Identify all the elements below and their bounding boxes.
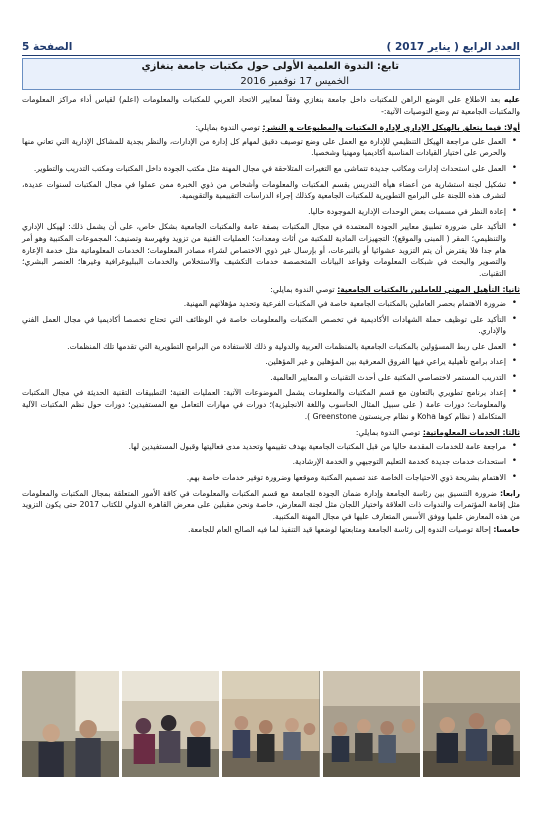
section3-sub: توصي الندوة بمايلي: <box>355 428 421 438</box>
section1-list <box>22 136 520 280</box>
article-title: تابع: الندوة العلمية الأولى حول مكتبات جامعة بنغازي <box>141 61 399 72</box>
article-date: الخميس 17 نوفمبر 2016 <box>240 76 349 87</box>
event-photo <box>323 671 420 777</box>
list-item: • التأكيد على توظيف حملة الشهادات الأكاديمية في تخصص المكتبات والمعلومات خاصة في الوظائف التي تحتاج تخصصا أكاديميا في مجال العمل الفني والإداري. <box>22 314 506 337</box>
intro-lead: عليه <box>504 95 520 104</box>
intro-paragraph <box>22 94 520 117</box>
list-item: • العمل على ربط المسؤولين بالمكتبات الجامعية بالمنظمات العربية والدولية و ذلك للاستفادة من البرامج التطويرية التي تقدمها تلك المنظمات. <box>22 341 506 353</box>
section4-paragraph <box>22 488 520 523</box>
list-item: • إعادة النظر في مسميات بعض الوحدات الإدارية الموجودة حاليا. <box>22 206 506 218</box>
photo-illustration <box>22 671 119 777</box>
list-item: • العمل على مراجعة الهيكل التنظيمي للإدارة مع العمل على وضع توصيف دقيق لمهام كل إدارة من الإدارات، والنظر بجدية للمشاكل الإدارية التي تعاني منها والحرص على اختيار القيادات المناسبة أكاديميا ومهنيا وشخصيا. <box>22 136 506 159</box>
section3-list <box>22 441 520 484</box>
photo-illustration <box>323 671 420 777</box>
event-photo <box>22 671 119 777</box>
section1-sub: توصي الندوة بمايلي: <box>195 123 260 133</box>
section5-paragraph <box>22 524 520 536</box>
section5-lead: خامسا: <box>493 525 520 535</box>
section2-title: ثانيا: التأهيل المهني للعاملين بالمكتبات الجامعية: <box>337 285 520 295</box>
event-photo <box>122 671 219 777</box>
photo-illustration <box>423 671 520 777</box>
list-item: • تشكيل لجنة استشارية من أعضاء هيأة التدريس بقسم المكتبات والمعلومات وأشخاص من ذوي الخبرة ممن عملوا في مجال المكتبات لسنوات عديدة، لتشرف هذه اللجنة على البرامج التطويرية للمكتبات الجامعية وكذلك إجراء الدراسات التقييمية والتقويمية. <box>22 179 506 202</box>
list-item: • استحداث خدمات جديدة كخدمة التعليم التوجيهي و الخدمة الإرشادية. <box>22 456 506 468</box>
event-photo <box>222 671 319 777</box>
intro-text: بعد الاطلاع على الوضع الراهن للمكتبات داخل جامعة بنغازي وفقاً لمعايير الاتحاد العربي للمكتبات والمعلومات (اعلم) لقياس أداء مراكز المعلومات والمكتبات الجامعية تم وضع التوصيات الآتية:- <box>22 95 520 116</box>
photo-illustration <box>122 671 219 777</box>
list-item: • إعداد برامج تأهيلية يراعي فيها الفروق المعرفية بين المؤهلين و غير المؤهلين. <box>22 356 506 368</box>
section2-sub: توصي الندوة بمايلي: <box>270 285 335 295</box>
list-item: • الاهتمام بشريحة ذوي الاحتياجات الخاصة عند تصميم المكتبة وموقعها وضرورة توفير خدمات خاصة بهم. <box>22 472 506 484</box>
section3-title: ثالثا: الخدمات المعلوماتية: <box>422 428 520 438</box>
section4-lead: رابعا: <box>499 488 520 498</box>
section1-heading <box>22 122 520 134</box>
event-photo <box>423 671 520 777</box>
list-item: • التدريب المستمر لاختصاصي المكتبة على أحدث التقنيات و المعايير العالمية. <box>22 372 506 384</box>
photo-strip <box>22 671 520 777</box>
issue-label: العدد الرابع ( يناير 2017 ) <box>386 41 520 53</box>
page-number: الصفحة 5 <box>22 41 73 53</box>
section4-text: ضرورة التنسيق بين رئاسة الجامعة وإدارة ضمان الجودة للجامعة مع قسم المكتبات والمعلومات في كافة الأمور المتعلقة بمجال المكتبات والمعلومات مثل إقامة المؤتمرات والندوات ذات العلاقة واختيار اللجان مثل لجنة المعارض، خاصة ونحن مقبلين على معرض القاهرة الدولي للكتاب 2017 حتى يكون التزويد من هذه المعارض علميا ووفق الأسس المتعارف عليها في مجال المهنة المكتبية. <box>22 488 520 521</box>
section2-list <box>22 298 520 422</box>
section1-title: أولا: فيما يتعلق بالهيكل الإداري لإدارة المكتبات والمطبوعات و النشر: <box>262 123 520 133</box>
photo-illustration <box>222 671 319 777</box>
list-item: • التأكيد على ضرورة تطبيق معايير الجودة المعتمدة في مجال المكتبات بصفة عامة والمكتبات الجامعية بشكل خاص، على أن يشمل ذلك: لهيكل الإداري والتنظيمي؛ المقر ( المبنى والموقع)؛ التجهيزات المادية للمكتبة من أثاث ومعدات؛ العمليات الفنية من تزويد وفهرسة وتصنيف؛ المجموعات المكتبية وهو أمر هام جدا فلا يفترض أن يتم التزويد عشوائيا أو بالتبرعات، أو بإرسال غير ذوي الاختصاص لشراء مصادر المعلومات؛ الخدمات المعلوماتية مثل خدمة الإعارة والتصوير والبحث في شبكات المعلومات وقواعد البيانات المتخصصة خدمات التكشيف والاستخلاص والخدمات الببليوغرافية وغيرها؛ العنصر البشري؛ التقنيات. <box>22 221 506 279</box>
article-body <box>22 94 520 538</box>
section5-text: إحالة توصيات الندوة إلى رئاسة الجامعة ومتابعتها لوضعها قيد التنفيذ لما فيه الصالح العام للجامعة. <box>187 525 491 535</box>
list-item: • العمل على استحداث إدارات ومكاتب جديدة تتماشى مع التغيرات المتلاحقة في مجال المهنة مثل مكتب الجودة داخل المكتبات ومكتب التدريب والتطوير. <box>22 163 506 175</box>
section2-heading <box>22 284 520 296</box>
section3-heading <box>22 427 520 439</box>
title-box <box>22 58 520 90</box>
list-item: • مراجعة عامة للخدمات المقدمة حاليا من قبل المكتبات الجامعية بهدف تقييمها وتحديد مدى فعاليتها وقبول المستفيدين لها. <box>22 441 506 453</box>
page-header <box>22 38 520 56</box>
list-item: • إعداد برنامج تطويري بالتعاون مع قسم المكتبات والمعلومات يشمل الموضوعات الآتية: العمليات الفنية؛ التطبيقات التقنية الحديثة في مجال المكتبات والمعلومات؛ دورات عامة ( على سبيل المثال الحاسوب واللغة الانجليزية)؛ دورات في مهارات التعامل مع المستفيدين؛ دورات حول نظم المكتبات الآلية المتكاملة ( نظام كوها Koha و نظام جرينستون Greenstone ). <box>22 387 506 422</box>
header-divider <box>22 55 520 56</box>
list-item: • ضرورة الاهتمام بحصر العاملين بالمكتبات الجامعية خاصة في المكتبات الفرعية وتحديد مؤهلاتهم المهنية. <box>22 298 506 310</box>
